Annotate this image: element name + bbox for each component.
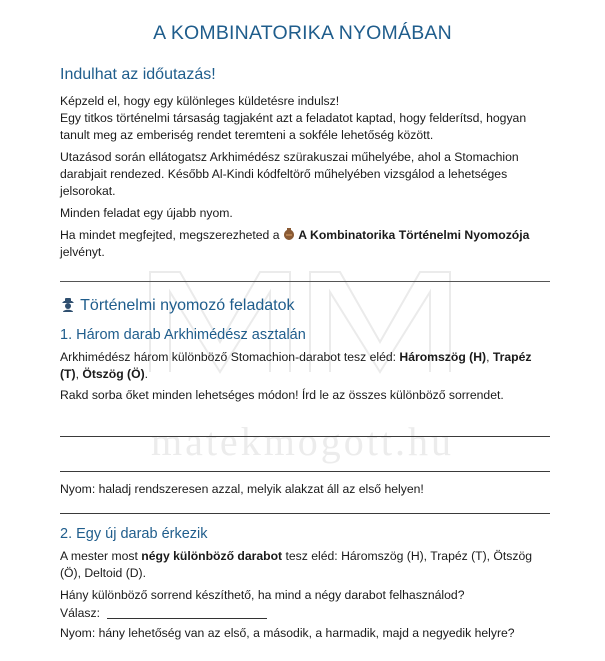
- shape-pentagon: Ötszög (Ö): [82, 367, 145, 381]
- task2-hint: Nyom: hány lehetőség van az első, a második, a harmadik, majd a negyedik helyre?: [60, 626, 515, 640]
- task1-paragraph-2: Rakd sorba őket minden lehetséges módon! Írd le az összes különböző sorrendet.: [60, 388, 504, 402]
- task2-answer-row: [60, 605, 550, 622]
- section-divider-2: [60, 513, 550, 514]
- intro-heading: Indulhat az időutazás!: [60, 66, 216, 83]
- detective-icon: [60, 296, 76, 312]
- intro-p5-post: jelvényt.: [60, 245, 105, 259]
- task2-heading: 2. Egy új darab érkezik: [60, 526, 208, 542]
- tasks-heading-text: Történelmi nyomozó feladatok: [80, 297, 295, 314]
- answer-label: Válasz:: [60, 606, 100, 620]
- task2-emphasis: négy különböző darabot: [141, 549, 283, 563]
- answer-line-1[interactable]: [60, 436, 550, 437]
- task1-p1-pre: Arkhimédész három különböző Stomachion-darabot tesz eléd:: [60, 350, 397, 364]
- task1-sep1: ,: [486, 350, 490, 364]
- intro-paragraph-3: Utazásod során ellátogatsz Arkhimédész szürakuszai műhelyébe, ahol a Stomachion darabjait rendezed. Később Al-Kindi kódfeltörő műhelyében vizsgálod a lehetséges jelsorokat.: [60, 150, 519, 198]
- answer-line-2[interactable]: [60, 471, 550, 472]
- intro-p5-pre: Ha mindet megfejted, megszerezheted a: [60, 228, 280, 242]
- task1-heading: 1. Három darab Arkhimédész asztalán: [60, 327, 306, 343]
- section-divider: [60, 281, 550, 282]
- watermark-text: matekmogott.hu: [150, 419, 455, 464]
- task2-paragraph-2: Hány különböző sorrend készíthető, ha mind a négy darabot felhasználod?: [60, 588, 465, 602]
- task2-p1-pre: A mester most: [60, 549, 138, 563]
- task2-p1-post: tesz eléd: Háromszög (H), Trapéz (T), Ötszög (Ö), Deltoid (D).: [60, 549, 533, 580]
- intro-paragraph-4: Minden feladat egy újabb nyom.: [60, 206, 233, 220]
- answer-blank[interactable]: [107, 606, 267, 619]
- task1-hint: Nyom: haladj rendszeresen azzal, melyik alakzat áll az első helyen!: [60, 482, 424, 496]
- shape-triangle: Háromszög (H): [399, 350, 487, 364]
- intro-paragraph-1: Képzeld el, hogy egy különleges küldetésre indulsz!: [60, 94, 340, 108]
- task1-end: .: [144, 367, 149, 381]
- amphora-icon: [283, 227, 295, 241]
- shape-trapezoid: Trapéz (T): [60, 350, 532, 381]
- badge-name: A Kombinatorika Történelmi Nyomozója: [298, 228, 530, 242]
- task2-paragraph-1: [60, 548, 550, 582]
- task1-sep2: ,: [75, 367, 79, 381]
- intro-paragraph-5: [60, 227, 550, 261]
- tasks-heading: [60, 296, 294, 315]
- page-title: A KOMBINATORIKA NYOMÁBAN: [153, 22, 452, 44]
- intro-paragraph-2: Egy titkos történelmi társaság tagjaként azt a feladatot kaptad, hogy felderítsd, hogyan tanult meg az emberiség rendet teremteni a sokféle lehetőség között.: [60, 111, 527, 142]
- task1-paragraph-1: [60, 349, 550, 383]
